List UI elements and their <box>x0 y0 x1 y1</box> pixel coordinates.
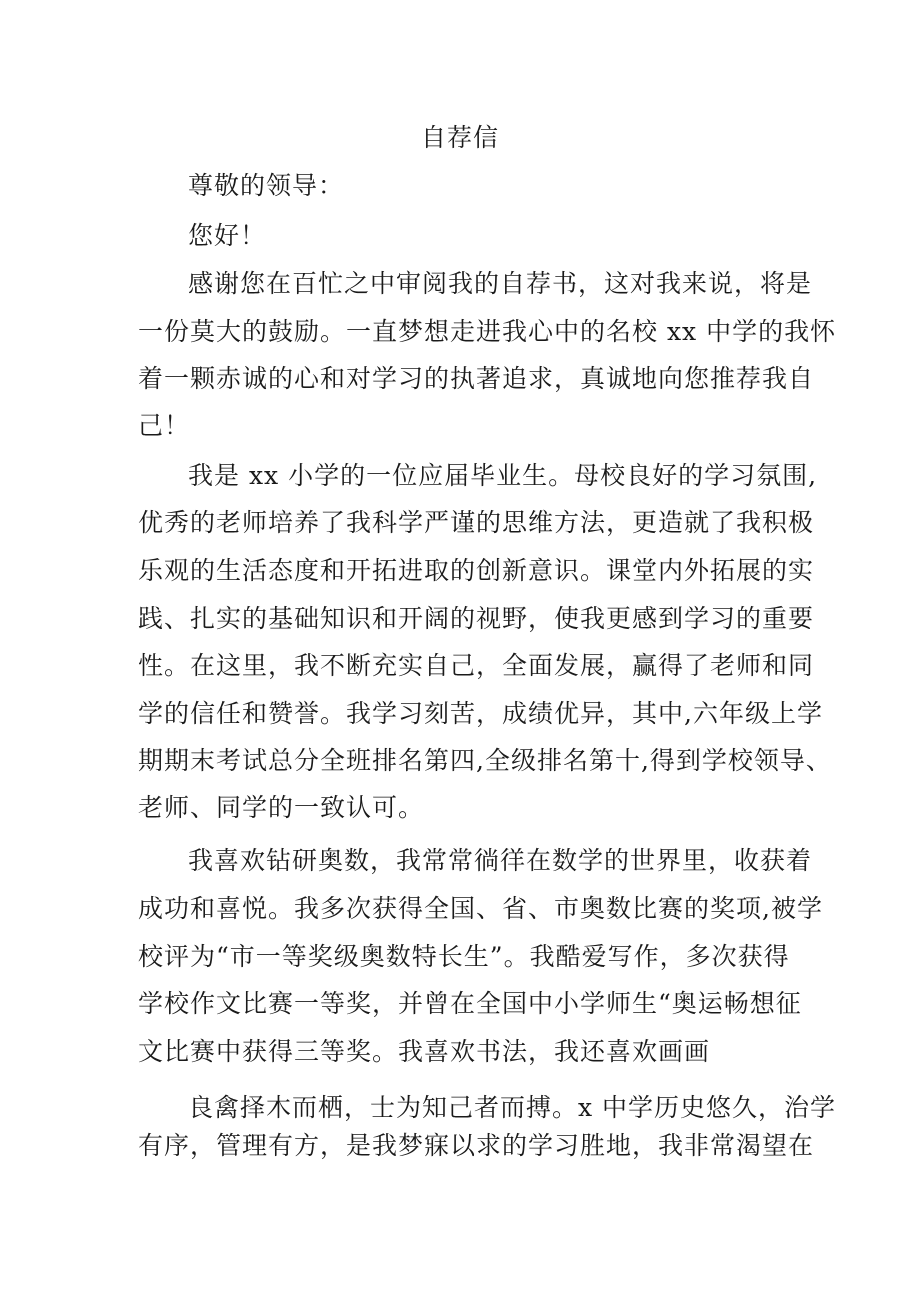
paragraph-1-line-3: 着一颗赤诚的心和对学习的执著追求，真诚地向您推荐我自 <box>138 364 815 393</box>
paragraph-4-line-1: 良禽择木而栖，士为知己者而搏。x 中学历史悠久，治学 <box>188 1093 837 1122</box>
paragraph-2-line-4: 践、扎实的基础知识和开阔的视野，使我更感到学习的重要 <box>138 604 815 633</box>
salutation: 尊敬的领导： <box>188 171 345 200</box>
paragraph-4-line-2: 有序，管理有方，是我梦寐以求的学习胜地，我非常渴望在 <box>138 1131 815 1160</box>
paragraph-2-line-6: 学的信任和赞誉。我学习刻苦，成绩优异，其中,六年级上学 <box>138 699 823 728</box>
page-title: 自荐信 <box>420 123 499 152</box>
paragraph-2-line-2: 优秀的老师培养了我科学严谨的思维方法，更造就了我积极 <box>138 508 815 537</box>
paragraph-2-line-7: 期期末考试总分全班排名第四,全级排名第十,得到学校领导、 <box>138 746 832 775</box>
paragraph-2-line-5: 性。在这里，我不断充实自己，全面发展，赢得了老师和同 <box>138 651 815 680</box>
paragraph-3-line-2: 成功和喜悦。我多次获得全国、省、市奥数比赛的奖项,被学 <box>138 894 823 923</box>
paragraph-2-line-8: 老师、同学的一致认可。 <box>138 793 425 822</box>
paragraph-1-line-4: 己！ <box>138 411 191 440</box>
paragraph-3-line-3: 校评为“市一等奖级奥数特长生”。我酷爱写作，多次获得 <box>138 942 790 971</box>
paragraph-3-line-5: 文比赛中获得三等奖。我喜欢书法，我还喜欢画画 <box>138 1037 711 1066</box>
paragraph-3-line-1: 我喜欢钻研奥数，我常常徜徉在数学的世界里，收获着 <box>188 846 813 875</box>
paragraph-3-line-4: 学校作文比赛一等奖，并曾在全国中小学师生“奥运畅想征 <box>138 989 802 1018</box>
greeting: 您好！ <box>188 221 267 250</box>
paragraph-1-line-1: 感谢您在百忙之中审阅我的自荐书，这对我来说，将是 <box>188 269 813 298</box>
paragraph-1-line-2: 一份莫大的鼓励。一直梦想走进我心中的名校 xx 中学的我怀 <box>138 317 837 346</box>
paragraph-2-line-3: 乐观的生活态度和开拓进取的创新意识。课堂内外拓展的实 <box>138 556 815 585</box>
paragraph-2-line-1: 我是 xx 小学的一位应届毕业生。母校良好的学习氛围, <box>188 461 818 490</box>
